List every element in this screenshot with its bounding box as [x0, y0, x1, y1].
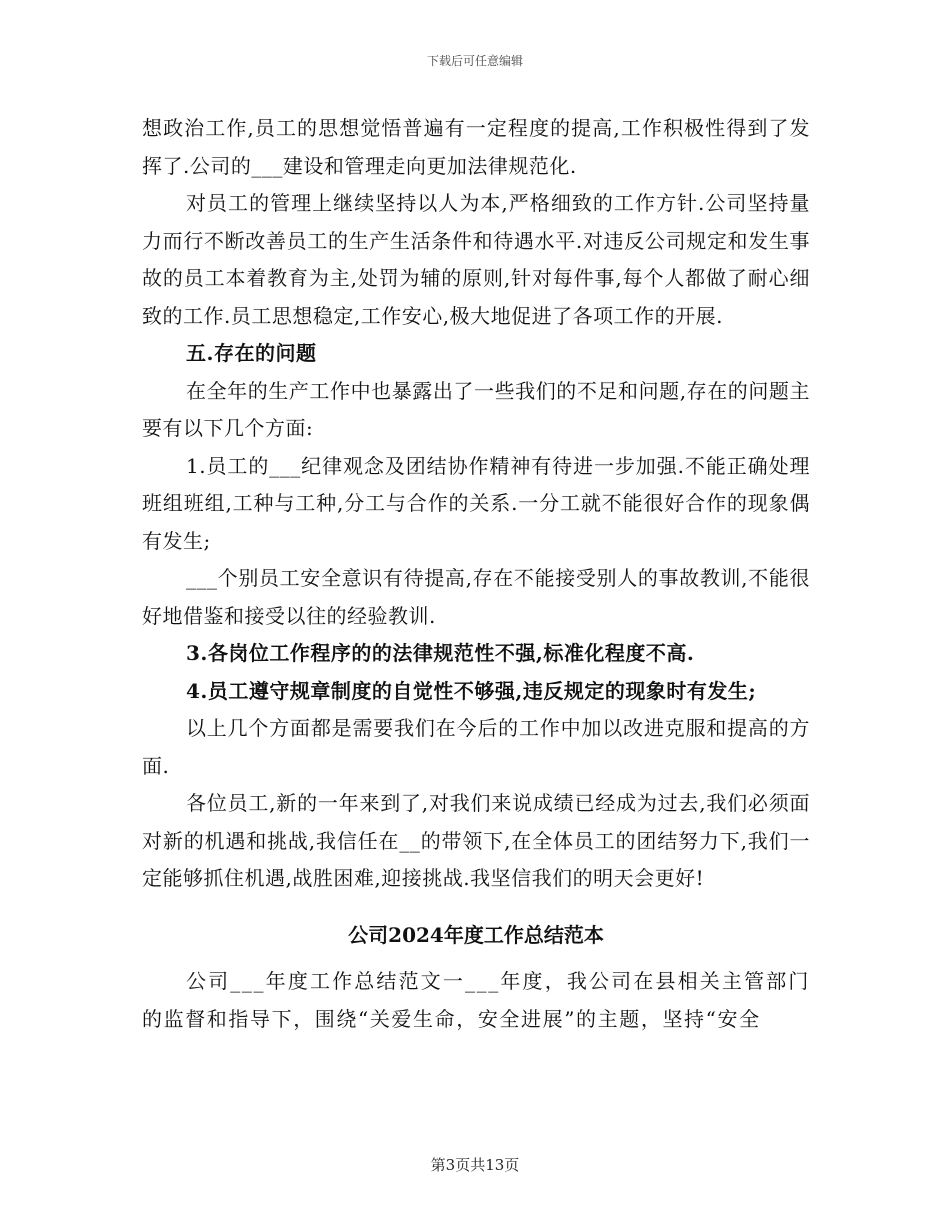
document-body: [142, 110, 810, 1038]
paragraph-continuation: 想政治工作,员工的思想觉悟普遍有一定程度的提高,工作积极性得到了发挥了.公司的___建设和管理走向更加法律规范化.: [142, 116, 810, 178]
paragraph-problem-4: 4.员工遵守规章制度的自觉性不够强,违反规定的现象时有发生;: [186, 678, 757, 703]
paragraph-closing: 各位员工,新的一年来到了,对我们来说成绩已经成为过去,我们必须面对新的机遇和挑战,我信任在__的带领下,在全体员工的团结努力下,我们一定能够抓住机遇,战胜困难,迎接挑战.我坚信我们的明天会更好!: [142, 791, 810, 890]
paragraph-improvement: 以上几个方面都是需要我们在今后的工作中加以改进克服和提高的方面.: [142, 716, 810, 778]
paragraph-problem-1: 1.员工的___纪律观念及团结协作精神有待进一步加强.不能正确处理班组班组,工种与工种,分工与合作的关系.一分工就不能很好合作的现象偶有发生;: [142, 453, 810, 553]
paragraph-problems-intro: 在全年的生产工作中也暴露出了一些我们的不足和问题,存在的问题主要有以下几个方面:: [142, 378, 810, 440]
section-title: 公司2024年度工作总结范本: [348, 922, 604, 947]
paragraph-problem-2: ___个别员工安全意识有待提高,存在不能接受别人的事故教训,不能很好地借鉴和接受以往的经验教训.: [142, 566, 810, 628]
paragraph-problem-3: 3.各岗位工作程序的的法律规范性不强,标准化程度不高.: [186, 641, 695, 665]
page-footer: 第3页共13页: [430, 1156, 520, 1174]
paragraph-staff-management: 对员工的管理上继续坚持以人为本,严格细致的工作方针.公司坚持量力而行不断改善员工的生产生活条件和待遇水平.对违反公司规定和发生事故的员工本着教育为主,处罚为辅的原则,针对每件事,每个人都做了耐心细致的工作.员工思想稳定,工作安心,极大地促进了各项工作的开展.: [142, 191, 810, 328]
paragraph-section-intro: 公司___年度工作总结范文一___年度，我公司在县相关主管部门的监督和指导下，围绕“关爱生命，安全进展”的主题，坚持“安全: [142, 969, 810, 1031]
heading-existing-problems: 五.存在的问题: [186, 341, 317, 365]
page-header: 下载后可任意编辑: [426, 54, 523, 68]
